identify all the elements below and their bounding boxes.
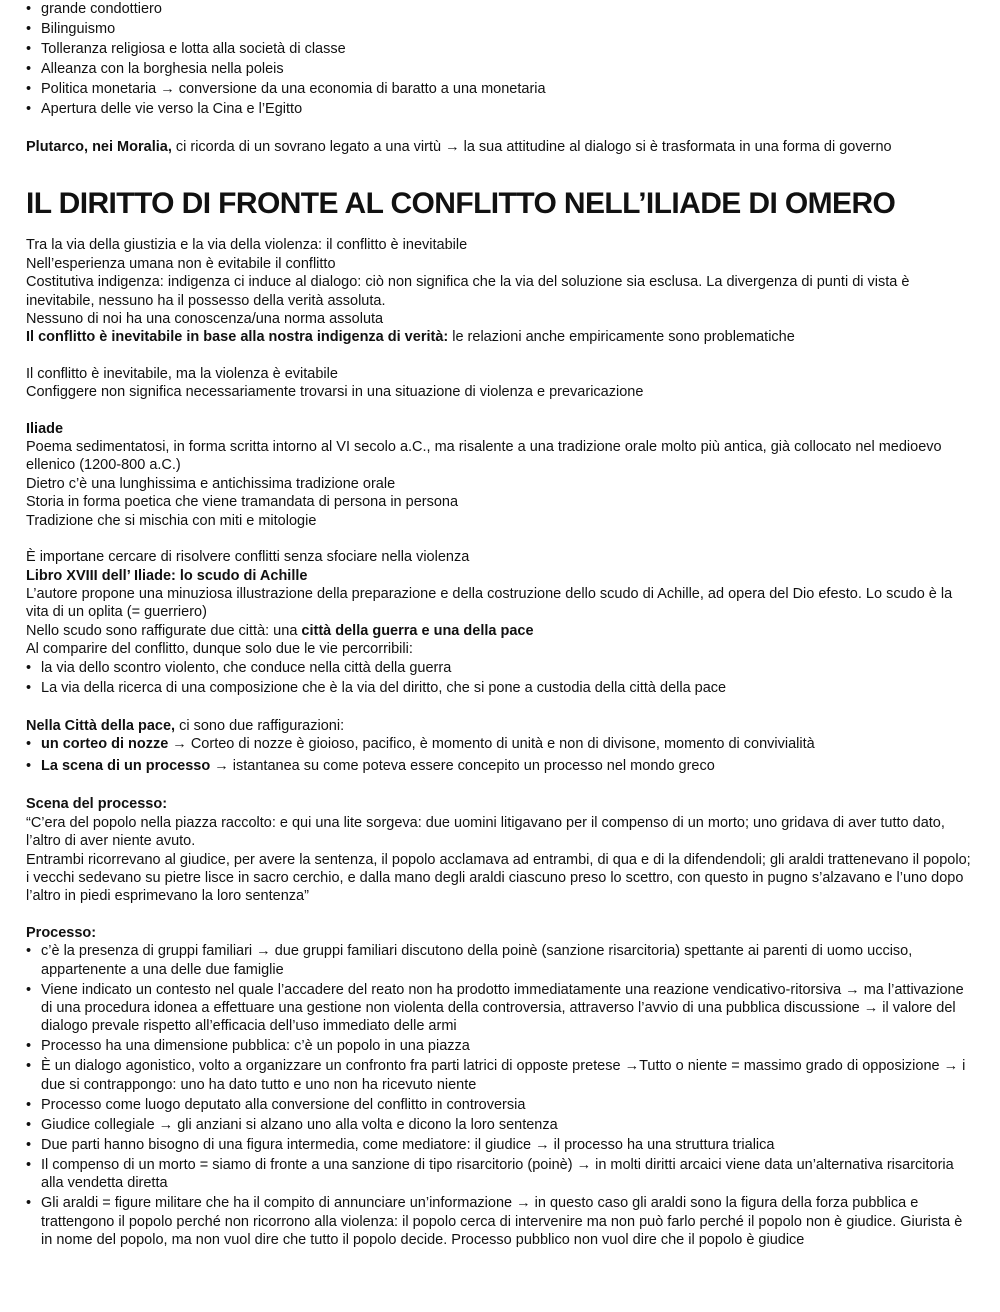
intro-line (26, 328, 974, 346)
scena-heading (26, 795, 974, 813)
list-item: • Processo come luogo deputato alla conversione del conflitto in controversia (26, 1096, 974, 1114)
list-item: • Politica monetaria → conversione da una economia di baratto a una monetaria (26, 80, 974, 98)
scena-heading-text: Scena del processo: (26, 796, 168, 813)
top-bullet-list (26, 0, 974, 118)
list-item (26, 735, 974, 753)
list-item: • La via della ricerca di una composizione che è la via del diritto, che si pone a custodia della città della pace (26, 679, 974, 697)
scudo-text: Nello scudo sono raffigurate due città: una (26, 622, 302, 639)
list-item-text: → Corteo di nozze è gioioso, pacifico, è momento di unità e non di divisone, momento di convivialità (168, 735, 815, 752)
document-content (26, 0, 974, 1251)
plutarco-bold: Plutarco, nei Moralia, (26, 139, 172, 155)
list-item: • grande condottiero (26, 0, 974, 18)
iliade-line: Dietro c’è una lunghissima e antichissima tradizione orale (26, 475, 396, 492)
list-item-text: → istantanea su come poteva essere concepito un processo nel mondo greco (210, 758, 715, 775)
plutarco-text: ci ricorda di un sovrano legato a una virtù → la sua attitudine al dialogo si è trasformata in una forma di governo (171, 139, 892, 155)
list-item-bold: La scena di un processo (41, 758, 211, 775)
scena-paragraph: Entrambi ricorrevano al giudice, per avere la sentenza, il popolo acclamava ad entrambi, di qua e di la difendendoli; gli araldi trattenevano il popolo; i vecchi sedevano su pietre lisce in sacro cerchio, e dalla mano degli araldi ciascuno preso lo scettro, con questo in pugno s’alzavano e l’uno dopo l’altro in piedi esprimevano la loro sentenza” (26, 851, 971, 905)
intro-line: Nessuno di noi ha una conoscenza/una norma assoluta (26, 311, 384, 328)
citta-pace-text: ci sono due raffigurazioni: (175, 717, 345, 734)
list-item: • Gli araldi = figure militare che ha il compito di annunciare un’informazione → in questo caso gli araldi sono la figura della forza pubblica e trattengono il popolo perché non ricorrono alla violenza: il popolo cerca di intervenire ma non può farlo perché il popolo non è giudice. Giurista è in nome del popolo, ma non vuol dire che tutto il popolo decide. Processo pubblico non vuol dire che il popolo è giudice (26, 1194, 974, 1249)
scudo-list (26, 659, 974, 697)
iliade-heading (26, 420, 974, 438)
list-item: • c’è la presenza di gruppi familiari → due gruppi familiari discutono della poinè (sanzione risarcitoria) spettante ai parenti di uomo ucciso, appartenente a una delle due famiglie (26, 942, 974, 979)
intro-line: Nell’esperienza umana non è evitabile il conflitto (26, 255, 336, 272)
list-item (26, 757, 974, 775)
list-item-bold: un corteo di nozze (41, 735, 169, 752)
list-item: • È un dialogo agonistico, volto a organizzare un confronto fra parti latrici di opposte pretese →Tutto o niente = massimo grado di opposizione → i due si contrappongo: uno ha dato tutto e uno non ha ricevuto niente (26, 1057, 974, 1094)
intro-bold: Il conflitto è inevitabile in base alla nostra indigenza di verità: (26, 329, 449, 346)
violenza-line: Configgere non significa necessariamente trovarsi in una situazione di violenza e prevaricazione (26, 384, 644, 401)
list-item: • Due parti hanno bisogno di una figura intermedia, come mediatore: il giudice → il processo ha una struttura trialica (26, 1136, 974, 1154)
list-item: • Bilinguismo (26, 20, 974, 38)
scena-paragraph: “C’era del popolo nella piazza raccolto: e qui una lite sorgeva: due uomini litigavano per il compenso di un morto; uno gridava di aver tutto dato, l’altro di aver niente avuto. (26, 814, 945, 850)
violenza-line: Il conflitto è inevitabile, ma la violenza è evitabile (26, 365, 338, 382)
citta-pace-intro (26, 717, 974, 735)
scudo-line: È importane cercare di risolvere conflitti senza sfociare nella violenza (26, 549, 470, 566)
citta-pace-list (26, 735, 974, 776)
iliade-line: Poema sedimentatosi, in forma scritta intorno al VI secolo a.C., ma risalente a una tradizione orale molto più antica, già collocato nel medioevo ellenico (1200-800 a.C.) (26, 439, 942, 474)
iliade-line: Storia in forma poetica che viene tramandata di persona in persona (26, 494, 459, 511)
plutarco-paragraph (26, 138, 974, 156)
list-item: • la via dello scontro violento, che conduce nella città della guerra (26, 659, 974, 677)
intro-line: Tra la via della giustizia e la via della violenza: il conflitto è inevitabile (26, 237, 468, 254)
intro-text: le relazioni anche empiricamente sono problematiche (448, 329, 795, 346)
scudo-bold: città della guerra e una della pace (301, 622, 534, 639)
citta-pace-bold: Nella Città della pace, (26, 717, 176, 734)
iliade-line: Tradizione che si mischia con miti e mitologie (26, 512, 317, 529)
list-item: • Giudice collegiale → gli anziani si alzano uno alla volta e dicono la loro sentenza (26, 1116, 974, 1134)
list-item: • Viene indicato un contesto nel quale l’accadere del reato non ha prodotto immediatamente una reazione vendicativo-ritorsiva → ma l’attivazione di una procedura idonea a effettuare una gestione non violenta della controversia, attraverso l’avvio di una pubblica discussione → il valore del dialogo prevale rispetto all’efficacia dell’uso immediato delle armi (26, 981, 974, 1036)
list-item: • Processo ha una dimensione pubblica: c’è un popolo in una piazza (26, 1037, 974, 1055)
scudo-line: L’autore propone una minuziosa illustrazione della preparazione e della costruzione dello scudo di Achille, ad opera del Dio efesto. Lo scudo è la vita di un oplita (= guerriero) (26, 585, 953, 621)
scudo-heading (26, 567, 974, 585)
processo-heading (26, 924, 974, 942)
page-title: IL DIRITTO DI FRONTE AL CONFLITTO NELL’ILIADE DI OMERO (26, 187, 896, 221)
list-item: • Il compenso di un morto = siamo di fronte a una sanzione di tipo risarcitorio (poinè) → in molti diritti arcaici viene data un’alternativa risarcitoria alla vendetta diretta (26, 1156, 974, 1193)
list-item: • Tolleranza religiosa e lotta alla società di classe (26, 40, 974, 58)
processo-heading-text: Processo: (26, 924, 97, 941)
scudo-heading-text: Libro XVIII dell’ Iliade: lo scudo di Achille (26, 567, 308, 584)
processo-list (26, 942, 974, 1249)
scudo-line (26, 622, 974, 640)
scudo-line: Al comparire del conflitto, dunque solo due le vie percorribili: (26, 641, 413, 658)
intro-line: Costitutiva indigenza: indigenza ci induce al dialogo: ciò non significa che la via del soluzione sia esclusa. La divergenza di punti di vista è inevitabile, nessuno ha il possesso della verità assoluta. (26, 274, 910, 309)
iliade-heading-text: Iliade (26, 420, 64, 437)
list-item: • Apertura delle vie verso la Cina e l’Egitto (26, 100, 974, 118)
list-item: • Alleanza con la borghesia nella poleis (26, 60, 974, 78)
